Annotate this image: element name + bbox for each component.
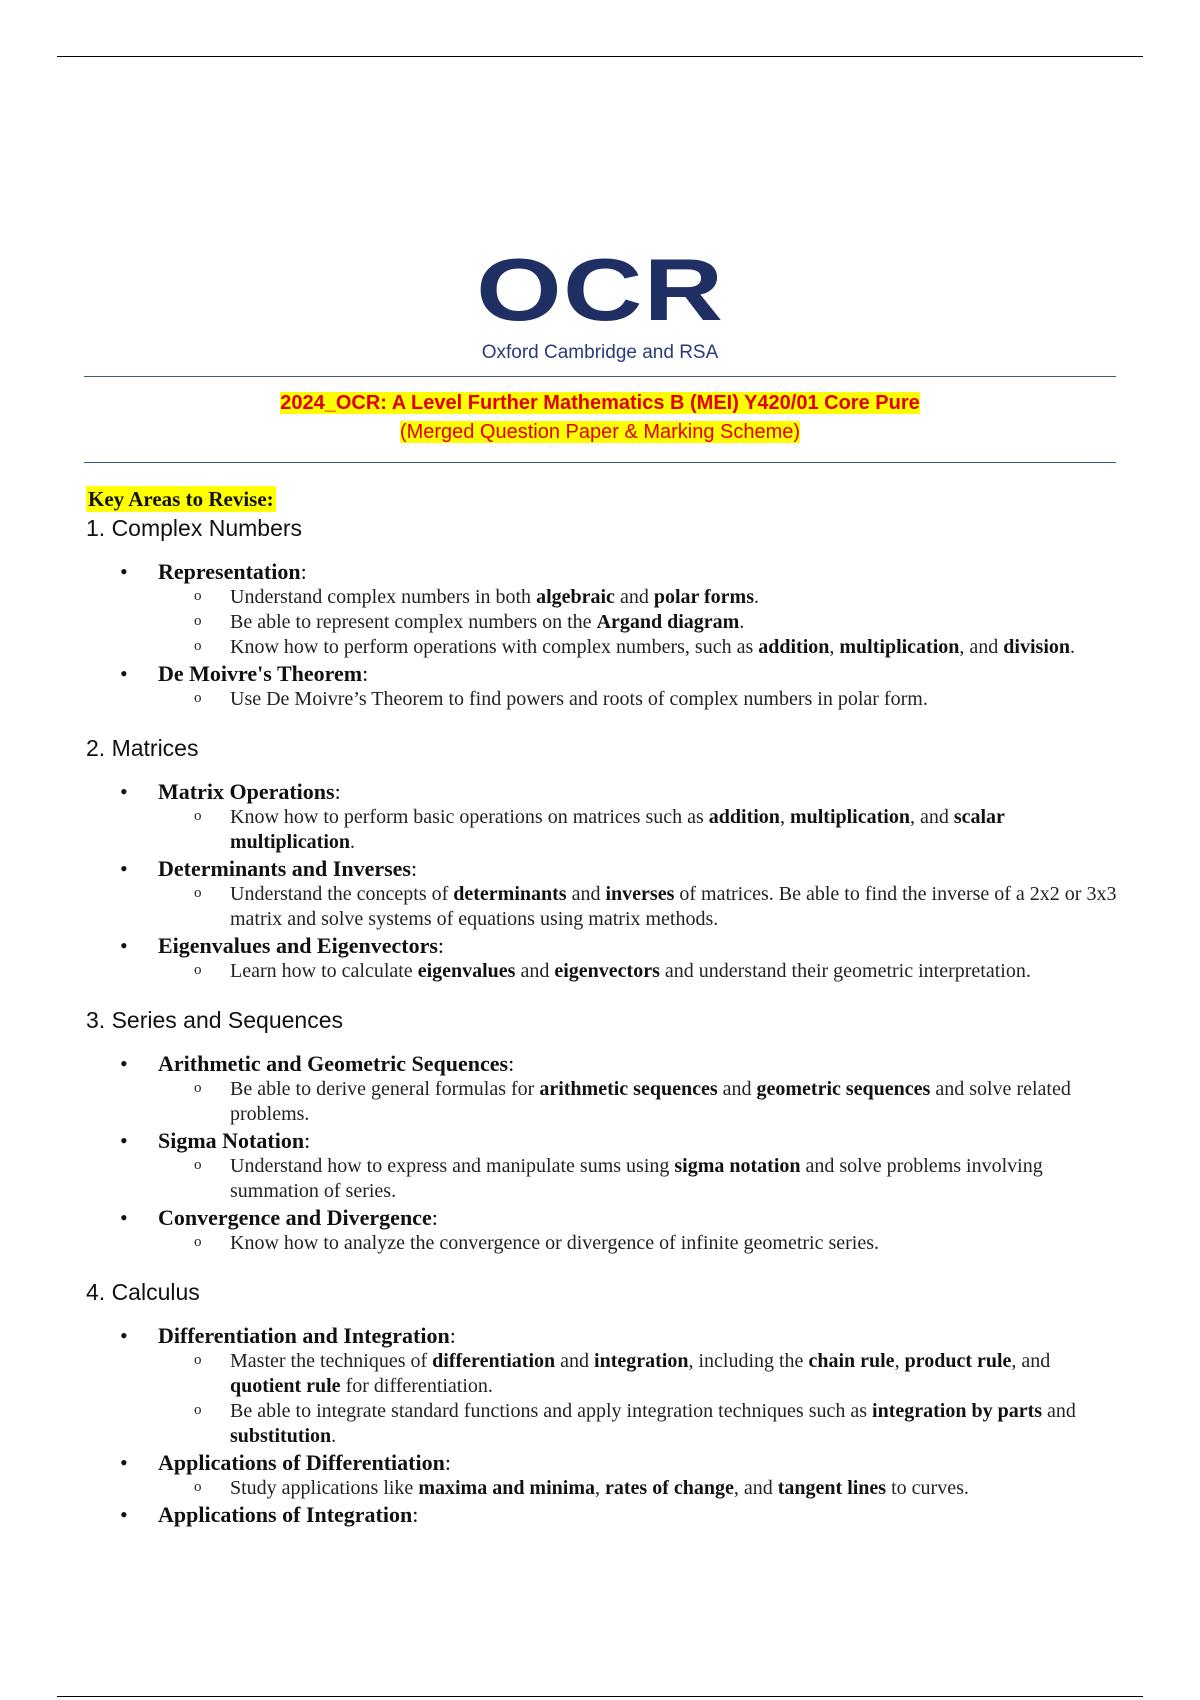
section	[86, 1278, 1126, 1528]
point-list	[158, 1231, 1126, 1256]
sections-list	[86, 514, 1126, 1528]
section-heading: 1. Complex Numbers	[86, 515, 303, 541]
document-title	[0, 389, 1200, 447]
ocr-logo	[0, 240, 1200, 364]
topic-list	[86, 778, 1126, 984]
topic-label: Applications of Integration:	[158, 1502, 419, 1527]
point-item: o Know how to analyze the convergence or divergence of infinite geometric series.	[158, 1231, 1126, 1256]
section	[86, 514, 1126, 712]
title-line-2: (Merged Question Paper & Marking Scheme)	[399, 421, 801, 443]
title-line-1: 2024_OCR: A Level Further Mathematics B (MEI) Y420/01 Core Pure	[280, 392, 920, 414]
title-rule-bottom	[84, 462, 1116, 463]
point-item: o Master the techniques of differentiation and integration, including the chain rule, product rule, and quotient rule for differentiation.	[158, 1349, 1126, 1399]
point-item: o Be able to integrate standard functions and apply integration techniques such as integration by parts and substitution.	[158, 1399, 1126, 1449]
point-list	[158, 959, 1126, 984]
topic-label: Sigma Notation:	[158, 1128, 311, 1153]
revision-content	[86, 486, 1126, 1550]
point-item: o Understand how to express and manipulate sums using sigma notation and solve problems involving summation of series.	[158, 1154, 1126, 1204]
point-item: o Be able to derive general formulas for arithmetic sequences and geometric sequences and solve related problems.	[158, 1077, 1126, 1127]
bottom-rule	[57, 1696, 1143, 1697]
topic-label: Differentiation and Integration:	[158, 1323, 456, 1348]
topic-item	[86, 1501, 1126, 1528]
topic-item	[86, 778, 1126, 855]
section-heading: 4. Calculus	[86, 1279, 200, 1305]
point-item: o Know how to perform basic operations on matrices such as addition, multiplication, and scalar multiplication.	[158, 805, 1126, 855]
topic-list	[86, 1050, 1126, 1256]
point-item: o Understand the concepts of determinants and inverses of matrices. Be able to find the inverse of a 2x2 or 3x3 matrix and solve systems of equations using matrix methods.	[158, 882, 1126, 932]
point-list	[158, 687, 1126, 712]
title-rule-top	[84, 376, 1116, 377]
point-list	[158, 1154, 1126, 1204]
topic-label: Applications of Differentiation:	[158, 1450, 451, 1475]
point-list	[158, 1476, 1126, 1501]
point-list	[158, 1349, 1126, 1449]
topic-label: Arithmetic and Geometric Sequences:	[158, 1051, 515, 1076]
logo-subtitle: Oxford Cambridge and RSA	[481, 342, 719, 363]
topic-item	[86, 558, 1126, 660]
topic-label: Determinants and Inverses:	[158, 856, 418, 881]
top-rule	[57, 56, 1143, 57]
key-areas-heading: Key Areas to Revise:	[88, 487, 274, 511]
topic-label: Representation:	[158, 559, 307, 584]
topic-label: Convergence and Divergence:	[158, 1205, 438, 1230]
point-list	[158, 805, 1126, 855]
section	[86, 1006, 1126, 1256]
topic-item	[86, 1449, 1126, 1501]
point-list	[158, 882, 1126, 932]
point-item: o Learn how to calculate eigenvalues and eigenvectors and understand their geometric interpretation.	[158, 959, 1126, 984]
point-item: o Know how to perform operations with complex numbers, such as addition, multiplication, and division.	[158, 635, 1126, 660]
topic-list	[86, 558, 1126, 712]
point-item: o Study applications like maxima and minima, rates of change, and tangent lines to curves.	[158, 1476, 1126, 1501]
section-heading: 2. Matrices	[86, 735, 199, 761]
topic-label: Matrix Operations:	[158, 779, 341, 804]
point-item: o Be able to represent complex numbers on the Argand diagram.	[158, 610, 1126, 635]
logo-mark: OCR	[475, 240, 725, 339]
topic-item	[86, 1050, 1126, 1127]
topic-item	[86, 1204, 1126, 1256]
topic-item	[86, 932, 1126, 984]
topic-list	[86, 1322, 1126, 1528]
topic-label: Eigenvalues and Eigenvectors:	[158, 933, 445, 958]
section-heading: 3. Series and Sequences	[86, 1007, 344, 1033]
topic-item	[86, 1322, 1126, 1449]
point-list	[158, 1077, 1126, 1127]
section	[86, 734, 1126, 984]
point-item: o Understand complex numbers in both algebraic and polar forms.	[158, 585, 1126, 610]
topic-item	[86, 1127, 1126, 1204]
topic-label: De Moivre's Theorem:	[158, 661, 369, 686]
point-item: o Use De Moivre’s Theorem to find powers and roots of complex numbers in polar form.	[158, 687, 1126, 712]
topic-item	[86, 855, 1126, 932]
topic-item	[86, 660, 1126, 712]
point-list	[158, 585, 1126, 660]
